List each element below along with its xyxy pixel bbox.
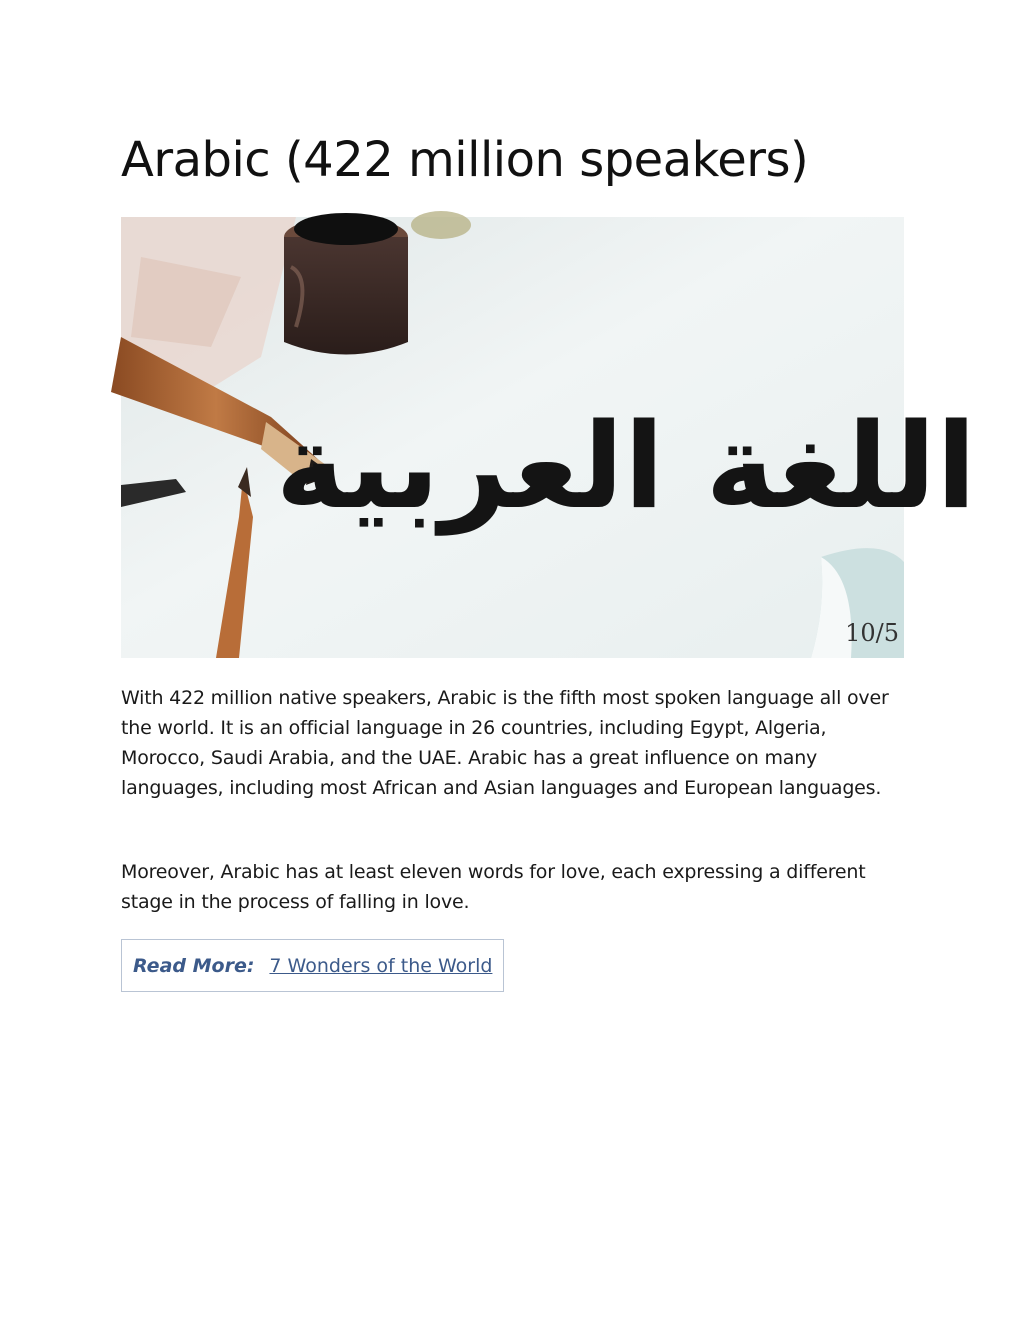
article-title: Arabic (422 million speakers) (121, 132, 809, 188)
read-more-label: Read More: (133, 954, 255, 977)
read-more-link[interactable]: 7 Wonders of the World (269, 954, 493, 977)
read-more-box (121, 939, 504, 992)
hero-image (121, 217, 977, 658)
ink-jar-icon (284, 213, 408, 355)
paragraph: With 422 million native speakers, Arabic is the fifth most spoken language all over the world. It is an official language in 26 countries, including Egypt, Algeria, Morocco, Saudi Arabia, and the UAE. Arabic has a great influence on many languages, including most African and Asian languages and European languages. (121, 687, 889, 799)
paragraph: Moreover, Arabic has at least eleven words for love, each expressing a different stage in the process of falling in love. (121, 861, 866, 913)
corner-label: 10/5 (845, 619, 899, 647)
arabic-calligraphy: اللغة العربية (275, 397, 977, 535)
